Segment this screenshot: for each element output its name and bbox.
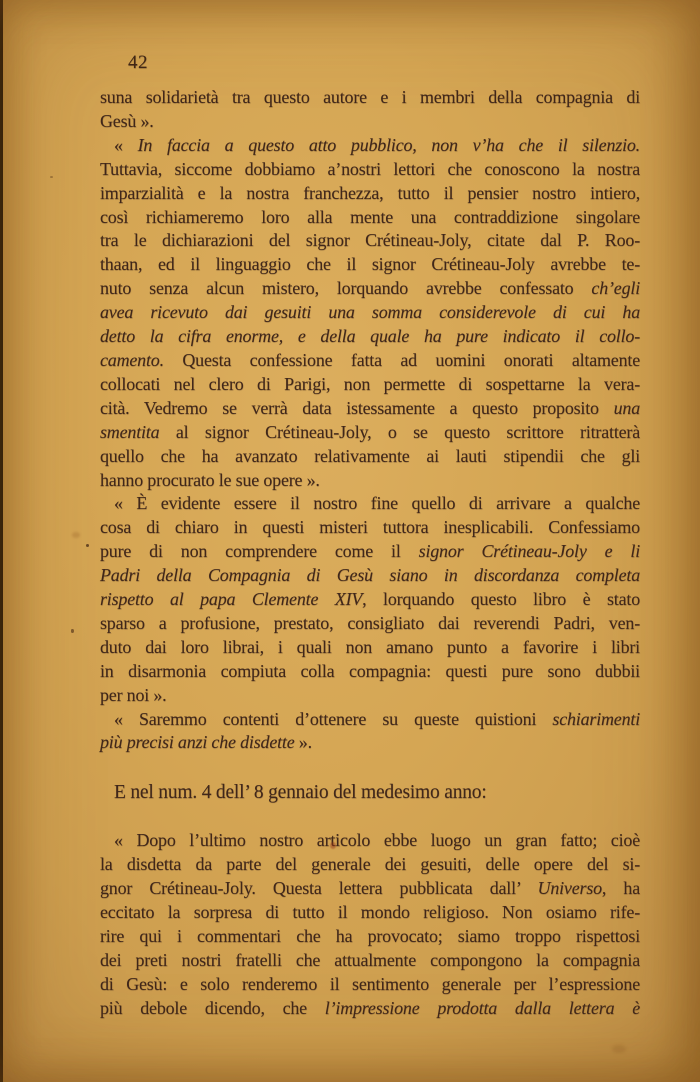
roman-text: in disarmonia compiuta colla compagnia: questi pure sono dubbii — [100, 660, 640, 681]
roman-text: « Saremmo contenti d’ottenere su queste quistioni — [114, 708, 553, 729]
roman-text: « È evidente essere il nostro fine quello di arrivare a qualche — [114, 493, 640, 514]
roman-text: pure di non comprendere come il — [100, 541, 419, 562]
text-line — [100, 925, 640, 949]
roman-text: più debole dicendo, che — [100, 997, 325, 1018]
page-number: 42 — [128, 52, 148, 73]
text-line — [100, 182, 640, 206]
text-line — [100, 445, 640, 469]
text-line — [100, 421, 640, 445]
roman-text: di Gesù: e solo renderemo il sentimento generale per l’espressione — [100, 973, 640, 994]
roman-text: cosa di chiaro in questi misteri tuttora inesplicabili. Confessiamo — [100, 517, 640, 538]
text-line — [100, 86, 640, 110]
text-line — [100, 206, 640, 230]
italic-text: detto la cifra enorme, e della quale ha pure indicato il collo- — [100, 326, 640, 347]
text-line — [100, 325, 640, 349]
text-line — [100, 110, 640, 134]
italic-text: ch’egli — [591, 278, 640, 299]
roman-text: , ha — [601, 878, 640, 899]
text-line — [100, 612, 640, 636]
text-line — [100, 301, 640, 325]
text-line — [100, 949, 640, 973]
roman-text: rire qui i commentari che ha provocato; siamo troppo rispettosi — [100, 926, 640, 946]
italic-text: rispetto al papa Clemente XIV — [100, 589, 363, 610]
roman-text: Tuttavia, siccome dobbiamo a’nostri lettori che conoscono la nostra — [100, 158, 640, 179]
text-line — [100, 829, 640, 853]
roman-text: quello che ha avanzato relativamente ai lauti stipendii che gli — [100, 445, 640, 466]
text-line — [100, 731, 640, 755]
text-line — [100, 877, 640, 901]
roman-text: duto dai loro librai, i quali non amano punto a favorire i libri — [100, 636, 640, 657]
roman-text: collocati nel clero di Parigi, non permette di sospettarne la vera- — [100, 373, 640, 394]
roman-text: hanno procurato le sue opere ». — [100, 469, 320, 490]
text-line — [100, 564, 640, 588]
italic-text: Padri della Compagnia di Gesù siano in discordanza completa — [100, 565, 640, 586]
text-line — [100, 397, 640, 421]
section-heading — [100, 780, 640, 806]
paper-stain — [612, 1045, 626, 1053]
text-line — [100, 660, 640, 684]
ink-speck — [50, 176, 53, 178]
text-line — [100, 134, 640, 158]
roman-text: dei preti nostri fratelli che attualmente compongono la compagnia — [100, 949, 640, 970]
text-line — [100, 997, 640, 1021]
roman-text: cità. Vedremo se verrà data istessamente a questo proposito — [100, 397, 614, 418]
text-line — [100, 780, 640, 806]
ink-speck — [86, 544, 89, 547]
text-line — [100, 684, 640, 708]
paragraph — [100, 134, 640, 493]
ink-speck — [71, 629, 74, 633]
italic-text: signor Crétineau-Joly e li — [418, 541, 640, 562]
paragraph — [100, 708, 640, 756]
text-line — [100, 469, 640, 493]
text-line — [100, 973, 640, 997]
roman-text: ». — [294, 732, 312, 753]
text-line — [100, 277, 640, 301]
text-line — [100, 492, 640, 516]
text-line — [100, 708, 640, 732]
italic-text: camento. — [100, 349, 164, 370]
text-block — [100, 86, 640, 1021]
roman-text: sparso a profusione, prestato, consigliato dai reverendi Padri, ven- — [100, 612, 640, 633]
roman-text: al signor Crétineau-Joly, o se questo scrittore ritratterà — [159, 421, 640, 442]
text-line — [100, 349, 640, 373]
italic-text: l’impressione prodotta dalla lettera è — [324, 997, 640, 1018]
italic-text: Universo — [537, 878, 602, 899]
roman-text: « — [114, 134, 138, 155]
roman-text: suna solidarietà tra questo autore e i membri della compagnia di — [100, 87, 640, 107]
roman-text: Questa confessione fatta ad uomini onorati altamente — [163, 349, 640, 370]
text-line — [100, 853, 640, 877]
text-line — [100, 901, 640, 925]
roman-text: E nel num. 4 dell’ 8 gennaio del medesimo anno: — [114, 782, 487, 804]
roman-text: nuto senza alcun mistero, lorquando avrebbe confessato — [100, 278, 592, 299]
text-line — [100, 229, 640, 253]
text-line — [100, 540, 640, 564]
roman-text: tra le dichiarazioni del signor Crétineau-Joly, citate dal P. Roo- — [100, 230, 640, 251]
text-line — [100, 253, 640, 277]
roman-text: eccitato la sorpresa di tutto il mondo religioso. Non osiamo rife- — [100, 902, 640, 923]
roman-text: la disdetta da parte del generale dei gesuiti, delle opere del si- — [100, 854, 640, 875]
roman-text: per noi ». — [100, 684, 167, 705]
roman-text: gnor Crétineau-Joly. Questa lettera pubblicata dall’ — [100, 878, 538, 899]
roman-text: , lorquando questo libro è stato — [362, 589, 640, 610]
roman-text: « Dopo l’ultimo nostro articolo ebbe luogo un gran fatto; cioè — [114, 830, 640, 851]
text-line — [100, 516, 640, 540]
paper-stain — [72, 532, 80, 538]
roman-text: così richiameremo loro alla mente una contraddizione singolare — [100, 206, 640, 227]
paragraph — [100, 492, 640, 707]
italic-text: più precisi anzi che disdette — [100, 732, 295, 753]
text-line — [100, 158, 640, 182]
paragraph — [100, 829, 640, 1020]
roman-text: Gesù ». — [100, 110, 154, 131]
paragraph — [100, 86, 640, 134]
page-left-edge — [0, 0, 3, 1082]
text-line — [100, 588, 640, 612]
text-line — [100, 373, 640, 397]
italic-text: avea ricevuto dai gesuiti una somma considerevole di cui ha — [100, 302, 640, 323]
text-line — [100, 636, 640, 660]
italic-text: una — [613, 397, 640, 418]
roman-text: thaan, ed il linguaggio che il signor Crétineau-Joly avrebbe te- — [100, 254, 640, 275]
italic-text: smentita — [100, 421, 160, 442]
italic-text: In faccia a questo atto pubblico, non v’ha che il silenzio. — [137, 134, 640, 155]
roman-text: imparzialità e la nostra franchezza, tutto il pensier nostro intiero, — [100, 182, 640, 203]
italic-text: schiarimenti — [552, 708, 640, 729]
